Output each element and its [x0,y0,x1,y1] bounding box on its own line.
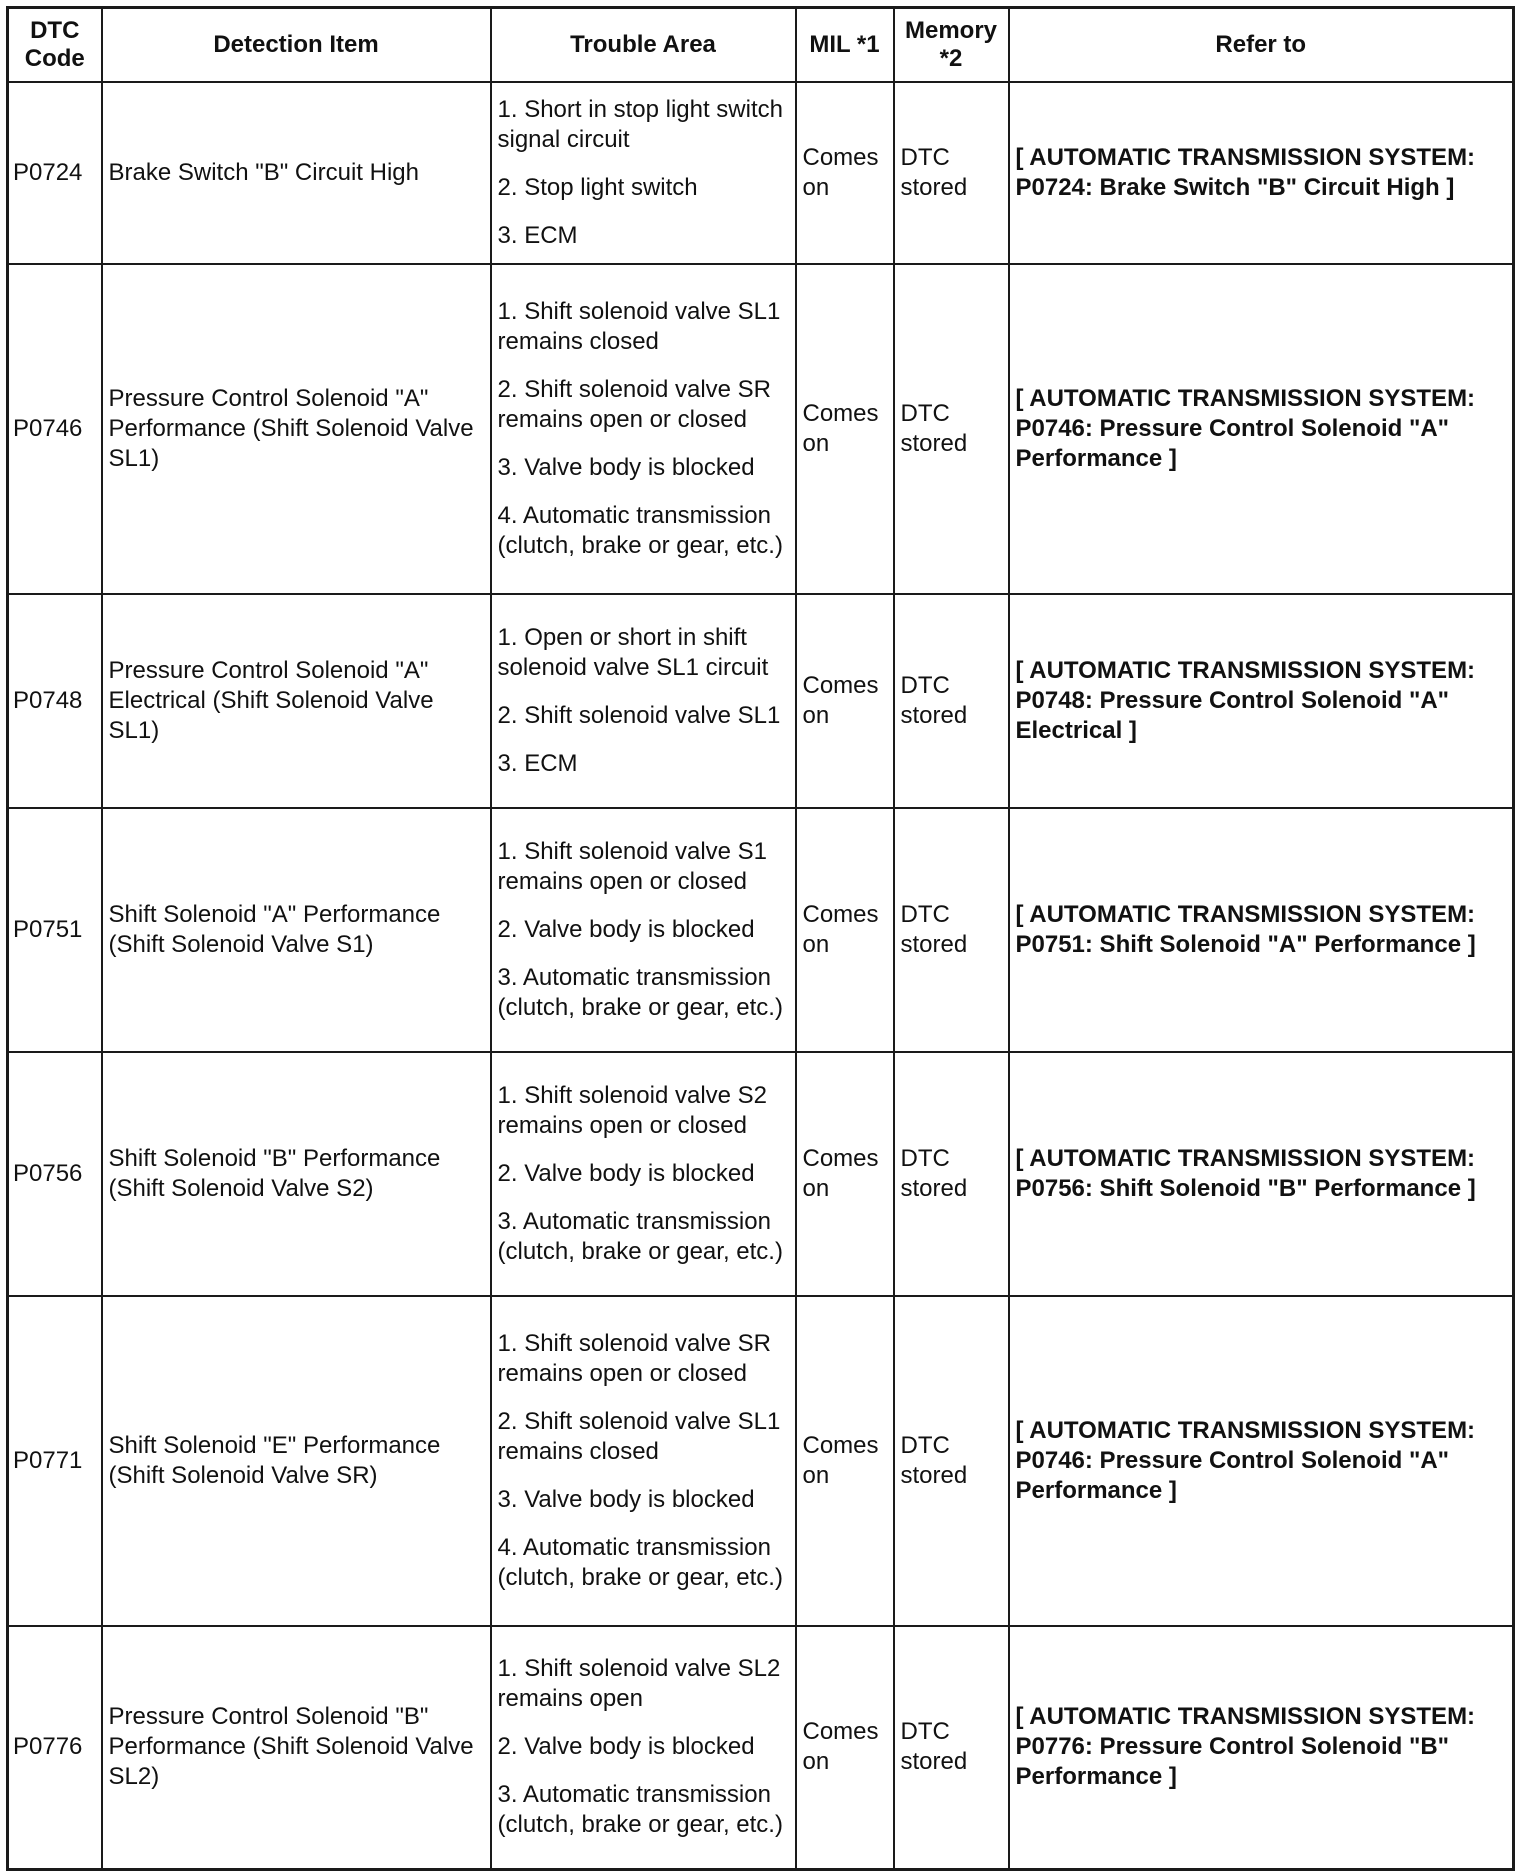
trouble-area-item-number: 2 . [498,702,525,729]
trouble-area-item-number: 3 . [498,1781,523,1808]
mil-cell: Comes on [796,264,894,594]
trouble-area-item-text: Shift solenoid valve SR remains open or closed [497,1329,771,1387]
memory-cell: DTC stored [894,82,1009,264]
trouble-area-item-text: Valve body is blocked [524,1733,755,1761]
trouble-area-item-number: 1 . [498,1082,525,1109]
trouble-area-item-text: Shift solenoid valve SR remains open or closed [497,375,771,433]
trouble-area-item-number: 2 . [498,1160,525,1187]
mil-cell: Comes on [796,1052,894,1296]
trouble-area-item-number: 3 . [498,1486,525,1513]
memory-cell: DTC stored [894,594,1009,808]
trouble-area-item-text: Valve body is blocked [524,915,755,943]
trouble-area-item [498,1732,789,1762]
trouble-area-item-number: 3 . [498,964,523,991]
memory-cell: DTC stored [894,1626,1009,1870]
dtc-code-cell: P0724 [8,82,102,264]
trouble-area-item-number: 1 . [498,96,525,123]
detection-item-cell: Shift Solenoid "B" Performance (Shift Solenoid Valve S2) [102,1052,491,1296]
refer-to-cell: [ AUTOMATIC TRANSMISSION SYSTEM: P0746: Pressure Control Solenoid "A" Performance ] [1009,264,1514,594]
trouble-area-item [498,837,789,897]
trouble-area-item-text: Automatic transmission (clutch, brake or gear, etc.) [497,1533,783,1591]
table-row [8,808,1514,1052]
dtc-code-cell: P0748 [8,594,102,808]
table-row [8,1296,1514,1626]
mil-cell: Comes on [796,1626,894,1870]
trouble-area-item [498,95,789,155]
dtc-code-cell: P0751 [8,808,102,1052]
trouble-area-cell [491,1296,796,1626]
trouble-area-item [498,501,789,561]
trouble-area-item-number: 3 . [498,1208,523,1235]
trouble-area-cell [491,1626,796,1870]
refer-to-cell: [ AUTOMATIC TRANSMISSION SYSTEM: P0746: Pressure Control Solenoid "A" Performance ] [1009,1296,1514,1626]
trouble-area-item [498,453,789,483]
trouble-area-item-number: 1 . [498,1655,525,1682]
trouble-area-item [498,375,789,435]
trouble-area-item [498,1329,789,1389]
trouble-area-item [498,1407,789,1467]
trouble-area-item [498,1654,789,1714]
memory-cell: DTC stored [894,1052,1009,1296]
table-header [8,8,1514,82]
trouble-area-item-number: 1 . [498,298,525,325]
trouble-area-item-text: Shift solenoid valve S2 remains open or closed [497,1081,768,1139]
trouble-area-item [498,173,789,203]
trouble-area-item [498,1081,789,1141]
trouble-area-item-number: 2 . [498,1733,525,1760]
trouble-area-item [498,1485,789,1515]
trouble-area-list [498,1078,789,1270]
trouble-area-item-number: 3 . [498,454,525,481]
trouble-area-cell [491,594,796,808]
trouble-area-item-text: Shift solenoid valve SL1 [524,701,781,729]
detection-item-cell: Pressure Control Solenoid "A" Electrical (Shift Solenoid Valve SL1) [102,594,491,808]
trouble-area-item-number: 2 . [498,376,525,403]
trouble-area-item-text: Short in stop light switch signal circuit [497,95,783,153]
trouble-area-item-text: Valve body is blocked [524,1159,755,1187]
trouble-area-item [498,1207,789,1267]
table-row [8,594,1514,808]
trouble-area-item-text: Valve body is blocked [524,453,755,481]
memory-cell: DTC stored [894,808,1009,1052]
trouble-area-item-number: 2 . [498,1408,525,1435]
refer-to-cell: [ AUTOMATIC TRANSMISSION SYSTEM: P0724: Brake Switch "B" Circuit High ] [1009,82,1514,264]
detection-item-cell: Pressure Control Solenoid "A" Performance (Shift Solenoid Valve SL1) [102,264,491,594]
trouble-area-item-text: Shift solenoid valve SL2 remains open [497,1655,781,1713]
trouble-area-cell [491,808,796,1052]
trouble-area-item-text: Automatic transmission (clutch, brake or gear, etc.) [497,1781,783,1839]
table-row [8,1626,1514,1870]
trouble-area-item-text: Valve body is blocked [524,1485,755,1513]
detection-item-cell: Shift Solenoid "A" Performance (Shift Solenoid Valve S1) [102,808,491,1052]
trouble-area-item [498,1533,789,1593]
dtc-table [6,6,1515,1871]
detection-item-cell: Pressure Control Solenoid "B" Performance (Shift Solenoid Valve SL2) [102,1626,491,1870]
trouble-area-cell [491,264,796,594]
refer-to-cell: [ AUTOMATIC TRANSMISSION SYSTEM: P0751: Shift Solenoid "A" Performance ] [1009,808,1514,1052]
header-detection-item: Detection Item [102,8,491,82]
trouble-area-item [498,623,789,683]
trouble-area-item-text: Automatic transmission (clutch, brake or gear, etc.) [497,501,783,559]
mil-cell: Comes on [796,808,894,1052]
trouble-area-item-text: Automatic transmission (clutch, brake or gear, etc.) [497,963,783,1021]
trouble-area-item-number: 1 . [498,624,525,651]
trouble-area-item-text: ECM [524,221,578,249]
trouble-area-list [498,294,789,564]
trouble-area-item [498,297,789,357]
memory-cell: DTC stored [894,1296,1009,1626]
trouble-area-item-number: 3 . [498,222,525,249]
mil-cell: Comes on [796,1296,894,1626]
trouble-area-item-text: Shift solenoid valve SL1 remains closed [497,297,781,355]
trouble-area-item [498,915,789,945]
trouble-area-item-number: 2 . [498,916,525,943]
trouble-area-item-number: 4 . [498,502,523,529]
table-body [8,82,1514,1870]
dtc-code-cell: P0746 [8,264,102,594]
mil-cell: Comes on [796,594,894,808]
header-trouble-area: Trouble Area [491,8,796,82]
detection-item-cell: Shift Solenoid "E" Performance (Shift Solenoid Valve SR) [102,1296,491,1626]
mil-cell: Comes on [796,82,894,264]
trouble-area-item-text: Stop light switch [524,173,698,201]
trouble-area-item-text: Shift solenoid valve SL1 remains closed [497,1407,781,1465]
header-row [8,8,1514,82]
memory-cell: DTC stored [894,264,1009,594]
trouble-area-item-text: Automatic transmission (clutch, brake or gear, etc.) [497,1207,783,1265]
trouble-area-item [498,1780,789,1840]
dtc-code-cell: P0771 [8,1296,102,1626]
trouble-area-list [498,92,789,254]
trouble-area-list [498,620,789,782]
trouble-area-list [498,1326,789,1596]
trouble-area-cell [491,82,796,264]
trouble-area-item-number: 3 . [498,750,525,777]
trouble-area-item-text: Open or short in shift solenoid valve SL1 circuit [497,623,769,681]
table-row [8,1052,1514,1296]
dtc-code-cell: P0756 [8,1052,102,1296]
trouble-area-item-number: 2 . [498,174,525,201]
trouble-area-item-number: 1 . [498,838,525,865]
header-mil: MIL *1 [796,8,894,82]
dtc-code-cell: P0776 [8,1626,102,1870]
trouble-area-item [498,221,789,251]
header-memory: Memory *2 [894,8,1009,82]
detection-item-cell: Brake Switch "B" Circuit High [102,82,491,264]
trouble-area-item [498,701,789,731]
trouble-area-list [498,1651,789,1843]
trouble-area-item-text: Shift solenoid valve S1 remains open or closed [497,837,768,895]
trouble-area-cell [491,1052,796,1296]
trouble-area-item [498,963,789,1023]
header-dtc-code: DTC Code [8,8,102,82]
trouble-area-item-number: 1 . [498,1330,525,1357]
trouble-area-item-text: ECM [524,749,578,777]
trouble-area-item-number: 4 . [498,1534,523,1561]
trouble-area-list [498,834,789,1026]
table-row [8,264,1514,594]
refer-to-cell: [ AUTOMATIC TRANSMISSION SYSTEM: P0776: Pressure Control Solenoid "B" Performance ] [1009,1626,1514,1870]
refer-to-cell: [ AUTOMATIC TRANSMISSION SYSTEM: P0748: Pressure Control Solenoid "A" Electrical ] [1009,594,1514,808]
table-row [8,82,1514,264]
header-refer-to: Refer to [1009,8,1514,82]
trouble-area-item [498,749,789,779]
refer-to-cell: [ AUTOMATIC TRANSMISSION SYSTEM: P0756: Shift Solenoid "B" Performance ] [1009,1052,1514,1296]
trouble-area-item [498,1159,789,1189]
